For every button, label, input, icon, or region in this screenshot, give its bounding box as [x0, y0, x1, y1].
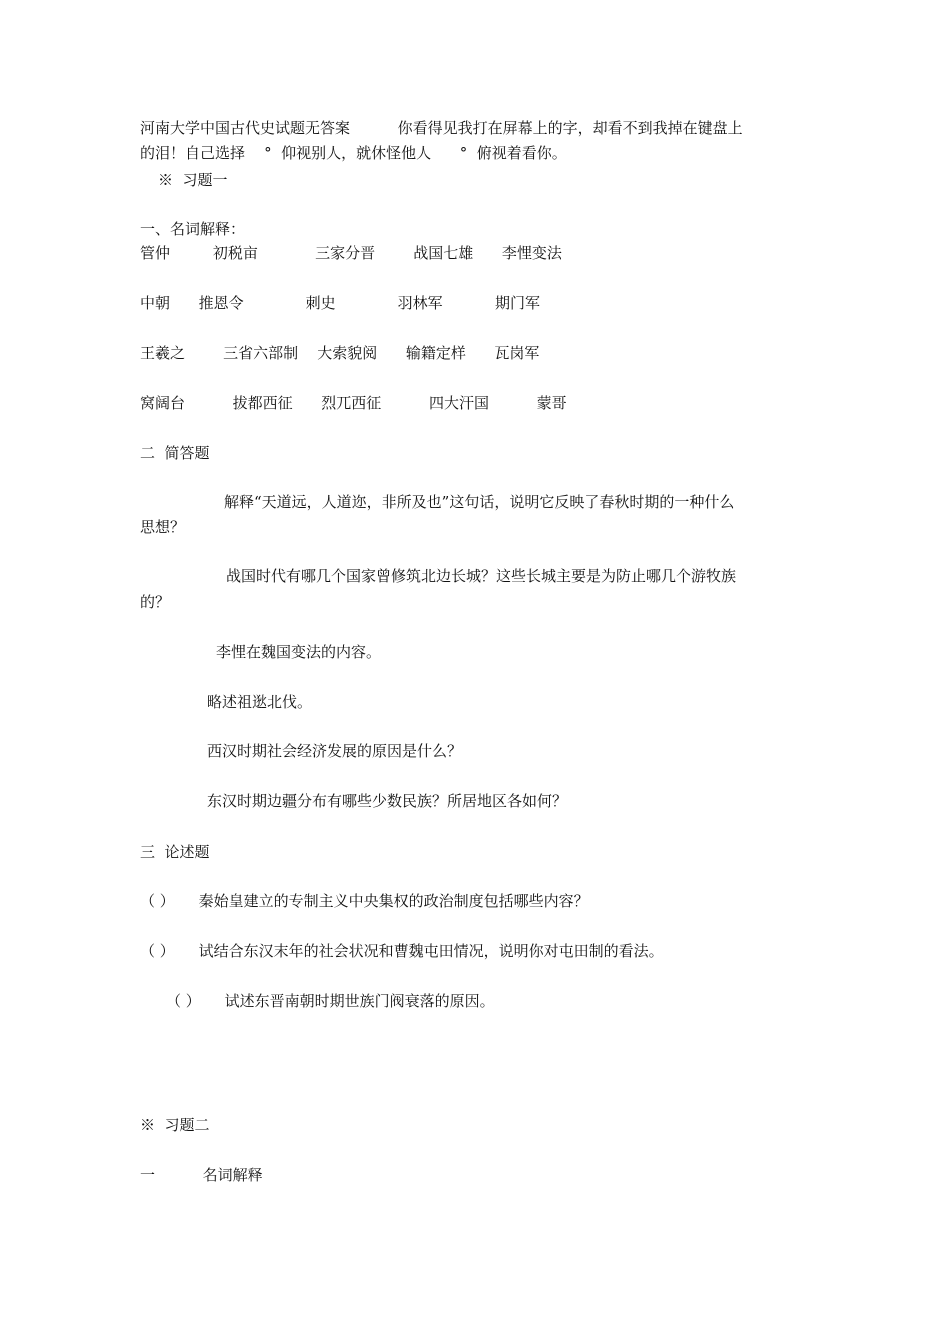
essay-q3: （ ） 试述东晋南朝时期世族门阀衰落的原因。 — [166, 992, 495, 1010]
short-answer-q2-line2: 的？ — [140, 593, 171, 611]
short-answer-q5: 西汉时期社会经济发展的原因是什么？ — [207, 742, 463, 760]
short-answer-q4: 略述祖逖北伐。 — [207, 693, 313, 711]
essay-q2: （ ） 试结合东汉末年的社会状况和曹魏屯田情况，说明你对屯田制的看法。 — [140, 942, 664, 960]
term-row-2: 中朝 推恩令 刺史 羽林军 期门军 — [140, 294, 541, 312]
section3-heading: 三 论述题 — [140, 843, 210, 861]
section2-heading: 二 简答题 — [140, 444, 210, 462]
section1-heading: 一、名词解释： — [140, 220, 246, 238]
exercise1-title: ※ 习题一 — [158, 171, 228, 189]
exercise2-section1-heading: 一 名词解释 — [140, 1166, 263, 1184]
short-answer-q2-line1: 战国时代有哪几个国家曾修筑北边长城？这些长城主要是为防止哪几个游牧族 — [226, 567, 737, 585]
term-row-3: 王羲之 三省六部制 大索貌阅 输籍定样 瓦岗军 — [140, 344, 540, 362]
term-row-4: 窝阔台 拔都西征 烈兀西征 四大汗国 蒙哥 — [140, 394, 567, 412]
header-line-2: 的泪！自己选择 ° 仰视别人，就休怪他人 ° 俯视着看你。 — [140, 144, 567, 162]
header-line-1: 河南大学中国古代史试题无答案 你看得见我打在屏幕上的字，却看不到我掉在键盘上 — [140, 119, 743, 137]
exercise2-title: ※ 习题二 — [140, 1116, 210, 1134]
short-answer-q1-line1: 解释“天道远，人道迩，非所及也”这句话，说明它反映了春秋时期的一种什么 — [224, 493, 735, 511]
essay-q1: （ ） 秦始皇建立的专制主义中央集权的政治制度包括哪些内容？ — [140, 892, 589, 910]
short-answer-q1-line2: 思想？ — [140, 518, 186, 536]
short-answer-q3: 李悝在魏国变法的内容。 — [216, 643, 382, 661]
short-answer-q6: 东汉时期边疆分布有哪些少数民族？所居地区各如何？ — [207, 792, 568, 810]
term-row-1: 管仲 初税亩 三家分晋 战国七雄 李悝变法 — [140, 244, 562, 262]
